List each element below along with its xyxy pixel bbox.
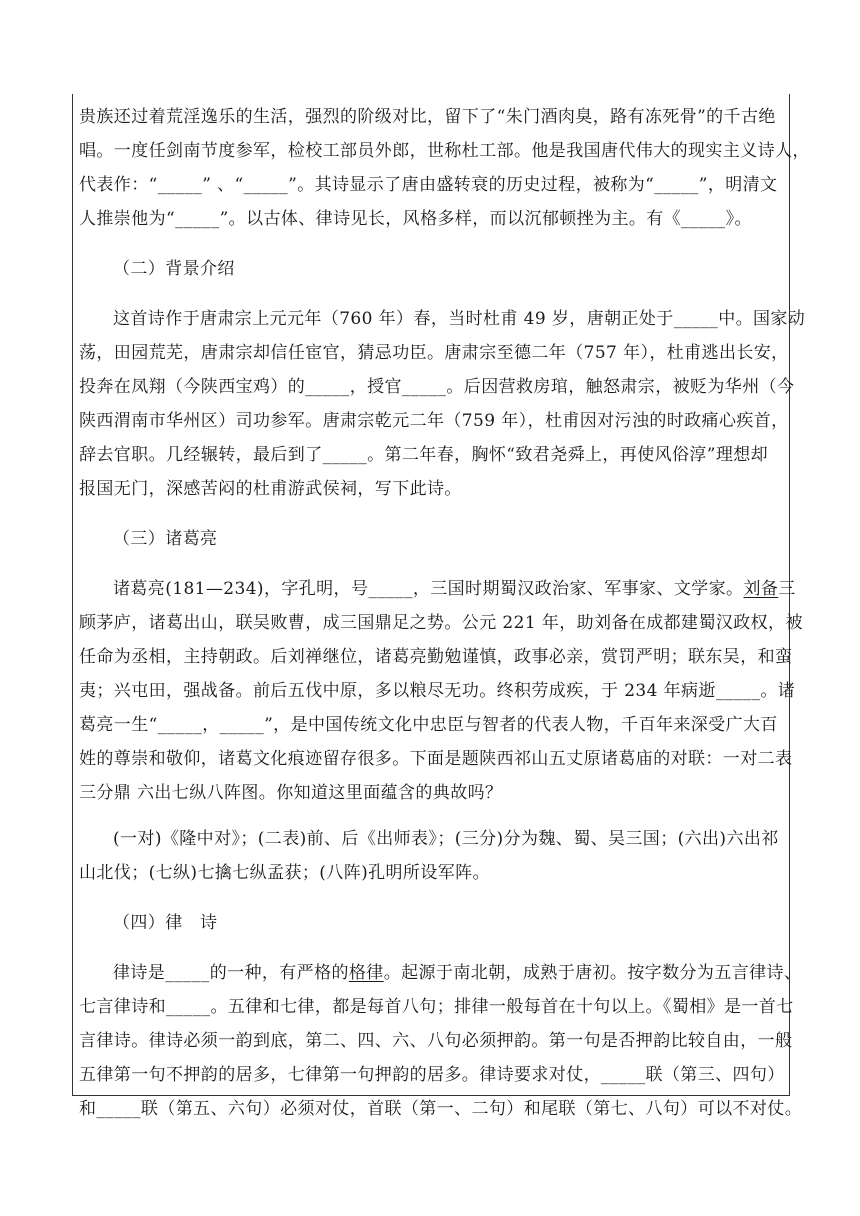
text-line: 姓的尊崇和敬仰，诸葛文化痕迹留存很多。下面是题陕西祁山五丈原诸葛庙的对联：一对二表 (79, 749, 793, 769)
text-line: 人推崇他为“_____”。以古体、律诗见长，风格多样，而以沉郁顿挫为主。有《_____》。 (79, 209, 752, 229)
jinglian-blank: _____联 (96, 1099, 159, 1119)
text-line (79, 1058, 789, 1092)
text-line (79, 956, 802, 990)
section-heading-zhuge: （三）诸葛亮 (113, 529, 218, 549)
gelv-link[interactable]: 格律 (348, 963, 384, 983)
text-line: 顾茅庐，诸葛出山，联吴败曹，成三国鼎足之势。公元 221 年，助刘备在成都建蜀汉政权，被 (79, 613, 803, 633)
text-line: 山北伐；(七纵)七擒七纵孟获；(八阵)孔明所设军阵。 (79, 863, 490, 883)
text-segment: 五律第一句不押韵的居多，七律第一句押韵的居多。律诗要求对仗， (79, 1065, 601, 1085)
text-line: 陕西渭南市华州区）司功参军。唐肃宗乾元二年（759 年），杜甫因对污浊的时政痛心疾首， (79, 411, 789, 431)
background-paragraph (79, 302, 806, 506)
lvshi-paragraph (79, 956, 803, 1126)
text-segment: （第五、六句）必须对仗，首联（第一、二句）和尾联（第七、八句）可以不对仗。 (158, 1099, 803, 1119)
text-line: 言律诗。律诗必须一韵到底，第二、四、六、八句必须押韵。第一句是否押韵比较自由，一般 (79, 1031, 793, 1051)
text-segment: 和 (79, 1099, 97, 1119)
text-line: 贵族还过着荒淫逸乐的生活，强烈的阶级对比，留下了“朱门酒肉臭，路有冻死骨”的千古绝 (79, 107, 776, 127)
text-line: (一对)《隆中对》；(二表)前、后《出师表》；(三分)分为魏、蜀、吴三国；(六出)六出祁 (113, 829, 779, 849)
text-line (79, 572, 796, 606)
document-table-cell (72, 94, 810, 1119)
intro-paragraph (79, 100, 810, 236)
section-heading-background: （二）背景介绍 (113, 259, 235, 279)
text-segment: 律诗是_____的一种，有严格的 (113, 963, 349, 983)
text-line: 夷；兴屯田，强战备。前后五伐中原，多以粮尽无功。终积劳成疾，于 234 年病逝_____。诸 (79, 681, 796, 701)
text-line: 三分鼎 六出七纵八阵图。你知道这里面蕴含的典故吗？ (79, 783, 503, 803)
text-line: 报国无门，深感苦闷的杜甫游武侯祠，写下此诗。 (79, 479, 462, 499)
text-line: 投奔在凤翔（今陕西宝鸡）的_____，授官_____。后因营救房琯，触怒肃宗，被贬为华州（今 (79, 377, 795, 397)
zhuge-paragraph (79, 572, 803, 810)
text-line (79, 1092, 803, 1126)
text-line: 这首诗作于唐肃宗上元元年（760 年）春，当时杜甫 49 岁，唐朝正处于_____中。国家动 (113, 309, 806, 329)
text-line: 荡，田园荒芜，唐肃宗却信任宦官，猜忌功臣。唐肃宗至德二年（757 年），杜甫逃出长安， (79, 343, 789, 363)
text-line: 七言律诗和_____。五律和七律，都是每首八句；排律一般每首在十句以上。《蜀相》是一首七 (79, 997, 794, 1017)
text-segment: 三 (778, 579, 796, 599)
text-segment: 诸葛亮(181—234)，字孔明，号_____，三国时期蜀汉政治家、军事家、文学家。 (113, 579, 744, 599)
text-line: 辞去官职。几经辗转，最后到了_____。第二年春，胸怀“致君尧舜上，再使风俗淳”理想却 (79, 445, 769, 465)
text-segment: （第三、四句） (662, 1065, 785, 1085)
couplet-answer-paragraph (79, 822, 789, 890)
text-line: 代表作：“_____” 、“_____”。其诗显示了唐由盛转衰的历史过程，被称为“_____”，明清文 (79, 175, 778, 195)
section-heading-lvshi: （四）律 诗 (113, 913, 218, 933)
text-line: 任命为丞相，主持朝政。后刘禅继位，诸葛亮勤勉谨慎，政事必亲，赏罚严明；联东吴，和蛮 (79, 647, 793, 667)
text-line: 唱。一度任剑南节度参军，检校工部员外郎，世称杜工部。他是我国唐代伟大的现实主义诗人， (79, 141, 810, 161)
liubei-link[interactable]: 刘备 (743, 579, 779, 599)
text-line: 葛亮一生“_____，_____”，是中国传统文化中忠臣与智者的代表人物，千百年来深受广大百 (79, 715, 778, 735)
hanlian-blank: _____联 (601, 1065, 663, 1085)
text-segment: 。起源于南北朝，成熟于唐初。按字数分为五言律诗、 (383, 963, 802, 983)
